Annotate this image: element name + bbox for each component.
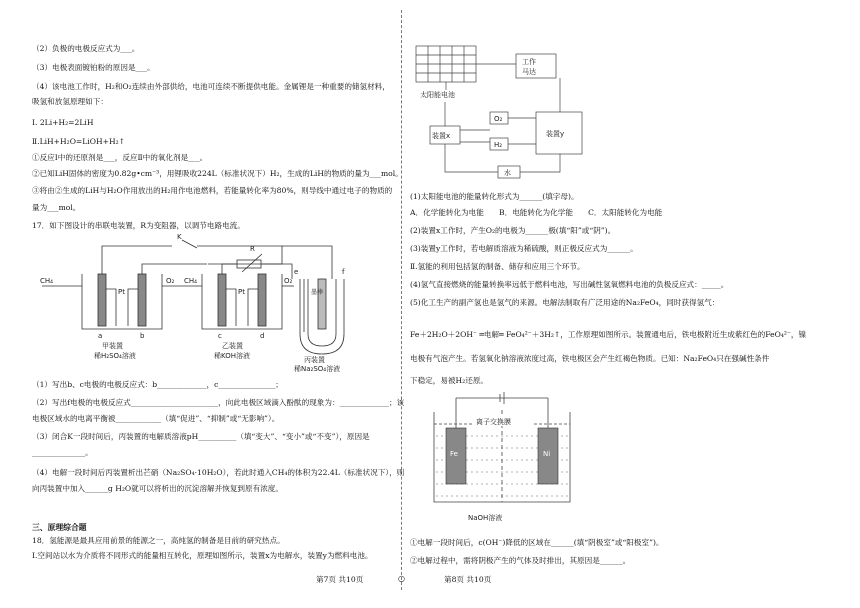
q17-part3-cont: ______________。: [32, 448, 93, 457]
electrolysis-equation: Fe＋2H₂O＋2OH⁻ ═电解═ FeO₄²⁻＋3H₂↑，工作原理如图所示。装置通电后，铁电极附近生成紫红色的FeO₄²⁻，镍: [410, 330, 807, 339]
section-ii: Ⅱ.氢能的利用包括氢的制备、储存和应用三个环节。: [410, 262, 585, 271]
device-x-label: 装置x: [432, 132, 451, 140]
q18-part5-cont2: 下稳定，易被H₂还原。: [410, 376, 489, 385]
page-number-right: 第8页 共10页: [444, 575, 492, 584]
label-o2-b: O₂: [284, 277, 293, 285]
rheostat-r-label: R: [250, 245, 255, 253]
q18-sub2: ②电解过程中，需将阴极产生的气体及时排出，其原因是______。: [410, 556, 631, 565]
label-o2-a: O₂: [166, 277, 175, 285]
device-jia-label: 甲装置: [102, 342, 123, 350]
label-ch4-left: CH₄: [40, 277, 53, 285]
electrode-f: f: [342, 268, 345, 276]
fe-electrode-label: Fe: [450, 450, 458, 458]
reaction-1: Ⅰ. 2Li+H₂=2LiH: [32, 118, 94, 127]
column-divider: [401, 10, 402, 590]
electrolysis-cell-diagram: [428, 392, 578, 527]
naoh-solution-label: NaOH溶液: [468, 514, 503, 522]
q17-part4: （4）电解一段时间后丙装置析出芒硝（Na₂SO₄·10H₂O），若此时通入CH₄的体积为22.4L（标准状况下），则: [32, 468, 405, 477]
graphite-rod-label: 墨棒: [311, 289, 324, 296]
sub-question-2: ②已知LiH固体的密度为0.82g•cm⁻³，用锂吸收224L（标准状况下）H₂，生成的LiH的物质的量为___mol。: [32, 169, 403, 178]
question-16-part3: （3）电极表面镀铂粉的原因是___。: [32, 63, 155, 72]
electrode-b: b: [140, 332, 145, 340]
energy-flow-diagram: [410, 42, 610, 182]
q18-part5: (5)化工生产的副产氢也是氢气的来源。电解法制取有广泛用途的Na₂FeO₄，同时获得氢气：: [410, 298, 720, 307]
switch-k-label: K: [177, 233, 182, 241]
q18-part1: (1)太阳能电池的能量转化形式为______(填字母)。: [410, 192, 579, 201]
ion-membrane-label: 离子交换膜: [476, 418, 511, 426]
question-17: 17．如下图设计的串联电装置，R为变阻器，以调节电路电流。: [32, 221, 245, 230]
q17-part2-cont: 电极区域水的电离平衡被____________（填“促进”、“抑制”或“无影响”）。: [32, 414, 280, 423]
water-label: 水: [504, 169, 511, 177]
device-y-label: 装置y: [546, 130, 565, 138]
question-16-part2: （2）负极的电极反应式为___。: [32, 44, 140, 53]
device-jia-solution: 稀H₂SO₄溶液: [94, 352, 136, 360]
o2-label: O₂: [494, 115, 503, 123]
device-bing-solution: 稀Na₂SO₄溶液: [294, 365, 341, 373]
solar-cell-label: 太阳能电池: [420, 91, 455, 99]
sub-question-3: ③将由②生成的LiH与H₂O作用放出的H₂用作电池燃料，若能量转化率为80%，则导线中通过电子的物质的: [32, 186, 393, 195]
q17-part1: （1）写出b、c电极的电极反应式：b_____________，c_______________；: [32, 380, 283, 389]
device-yi-label: 乙装置: [222, 342, 243, 350]
question-18-part1: Ⅰ.空间站以水为介质将不同形式的能量相互转化，原理如图所示，装置x为电解水，装置y为燃料电池。: [32, 551, 373, 560]
reaction-2: Ⅱ.LiH+H₂O=LiOH+H₂↑: [32, 137, 125, 146]
question-16-part4-cont: 吸氢和放氢原理如下：: [32, 97, 108, 106]
electrode-pt1: Pt: [118, 288, 125, 296]
electrode-d: d: [260, 332, 265, 340]
electrode-pt2: Pt: [238, 288, 245, 296]
q18-options: A．化学能转化为电能 B．电能转化为化学能 C．太阳能转化为电能: [410, 208, 663, 217]
series-cell-diagram: [32, 234, 372, 372]
h2-label: H₂: [494, 141, 503, 149]
sub-question-1: ①反应Ⅰ中的还原剂是___，反应Ⅱ中的氧化剂是___。: [32, 153, 208, 162]
electrode-c: c: [218, 332, 222, 340]
motor-label: 马达: [522, 68, 536, 76]
device-bing-label: 丙装置: [304, 356, 325, 364]
binding-hole-icon: ○: [398, 574, 405, 583]
page-number-left: 第7页 共10页: [316, 575, 364, 584]
q18-part4: (4)氢气直接燃烧的能量转换率远低于燃料电池，写出碱性氢氧燃料电池的负极反应式：_____。: [410, 280, 729, 289]
work-label: 工作: [522, 58, 536, 66]
ni-electrode-label: Ni: [543, 450, 551, 458]
q18-part2: (2)装置x工作时，产生O₂的电极为______极(填“阳”或“阴”)。: [410, 226, 616, 235]
q18-sub1: ①电解一段时间后，c(OH⁻)降低的区域在______(填“阴极室”或“阳极室”)。: [410, 538, 664, 547]
section-heading: 三、原理综合题: [32, 523, 87, 532]
electrode-a: a: [98, 332, 103, 340]
q18-part5-cont: 电极有气泡产生。若氢氧化钠溶液浓度过高，铁电极区会产生红褐色物质。已知：Na₂FeO₄只在强碱性条件: [410, 354, 770, 363]
question-18: 18．氢能源是最具应用前景的能源之一，高纯氢的制备是目前的研究热点。: [32, 536, 285, 545]
electrode-e: e: [294, 268, 299, 276]
q18-part3: (3)装置y工作时，若电解质溶液为稀硫酸，则正极反应式为______。: [410, 244, 638, 253]
q17-part4-cont: 向丙装置中加入______g H₂O就可以将析出的沉淀溶解并恢复到原有浓度。: [32, 484, 283, 493]
q17-part2: （2）写出f电极的电极反应式_______________________，向此电极区域滴入酚酞的现象为：_____________；该: [32, 398, 405, 407]
question-16-part4: （4）该电池工作时，H₂和O₂连续由外部供给，电池可连续不断提供电能。金属锂是一种重要的储氢材料，: [32, 82, 390, 91]
q17-part3: （3）闭合K一段时间后，丙装置的电解质溶液pH__________（填“变大”、“变小”或“不变”），原因是: [32, 432, 370, 441]
sub-question-3-cont: 量为___mol。: [32, 203, 81, 212]
label-ch4-mid: CH₄: [184, 277, 197, 285]
device-yi-solution: 稀KOH溶液: [214, 352, 250, 360]
